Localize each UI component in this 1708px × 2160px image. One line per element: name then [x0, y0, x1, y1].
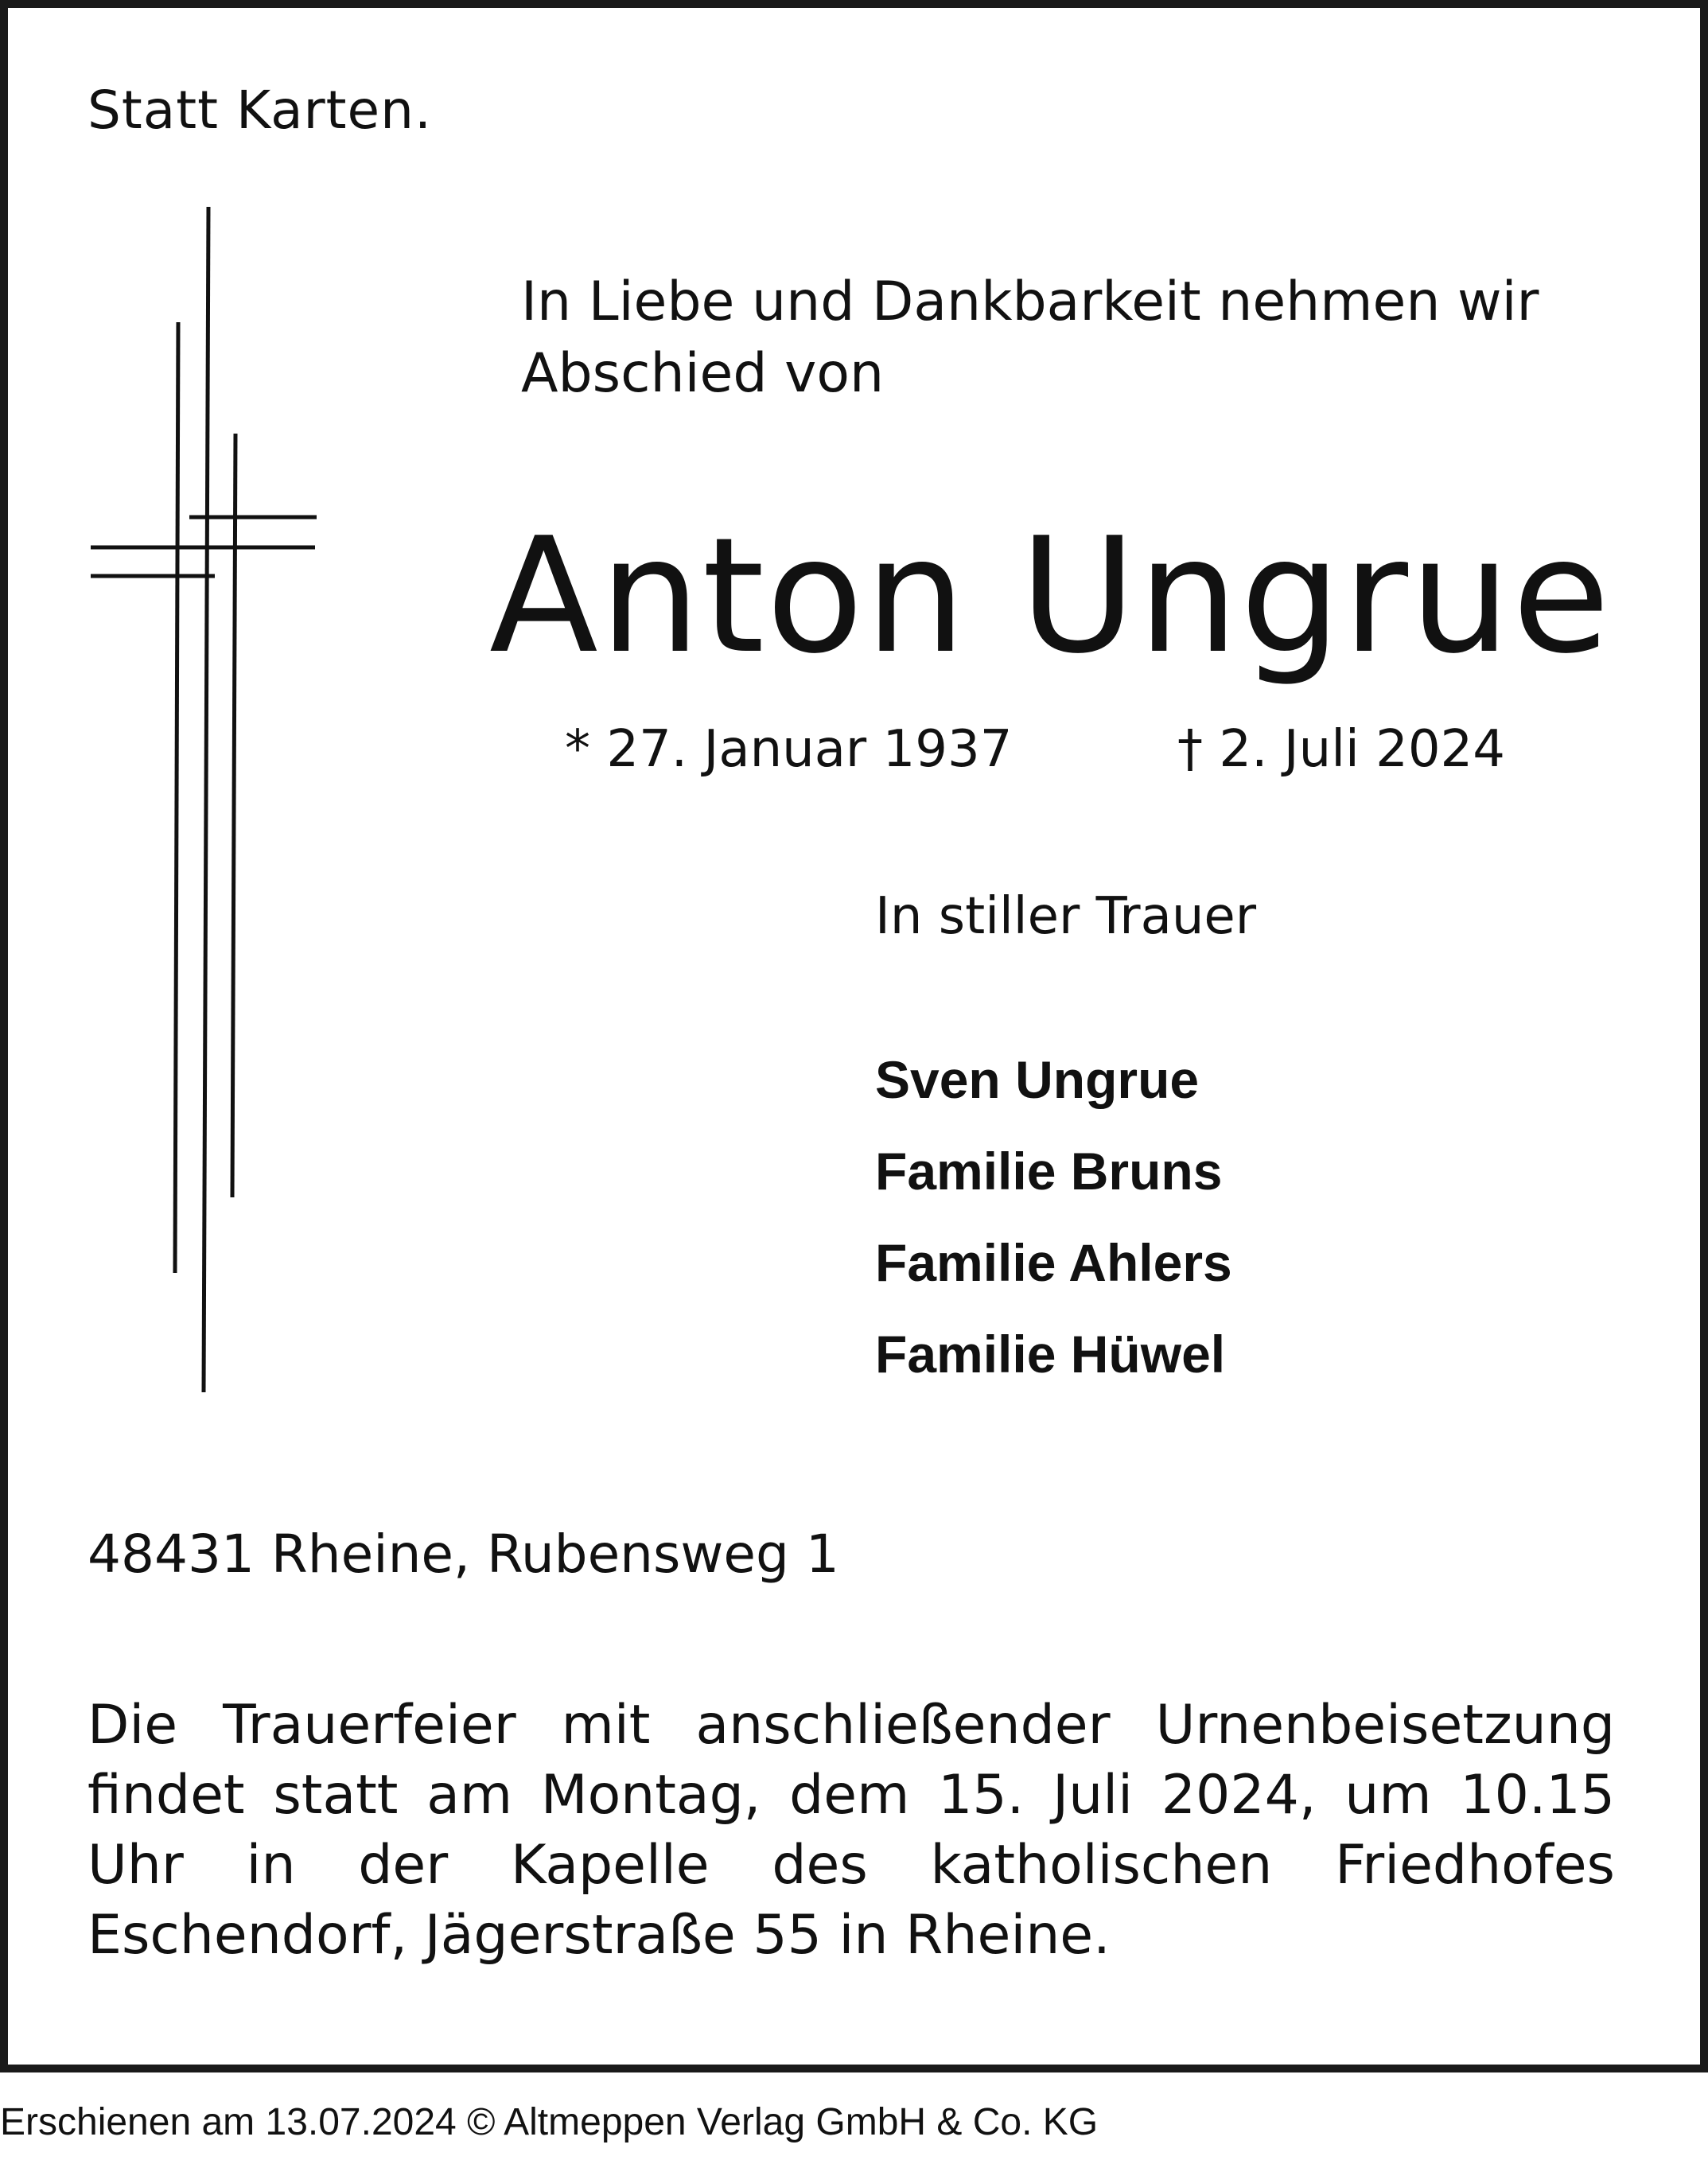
intro-text	[521, 267, 1539, 410]
deceased-name: Anton Ungrue	[489, 504, 1612, 689]
mourner-item: Familie Bruns	[875, 1142, 1223, 1201]
mourner-item: Familie Hüwel	[875, 1325, 1226, 1384]
address-text: 48431 Rheine, Rubensweg 1	[88, 1524, 839, 1585]
mourners-list	[875, 1034, 1232, 1400]
header-text: Statt Karten.	[88, 80, 432, 141]
mourner-item: Familie Ahlers	[875, 1233, 1232, 1292]
birth-date: * 27. Januar 1937	[565, 720, 1013, 779]
intro-line-1: In Liebe und Dankbarkeit nehmen wir	[521, 270, 1539, 333]
publication-footer: Erschienen am 13.07.2024 © Altmeppen Verlag GmbH & Co. KG	[0, 2101, 1099, 2143]
mourning-phrase: In stiller Trauer	[875, 887, 1257, 946]
cross-icon	[80, 199, 334, 1408]
mourner-item: Sven Ungrue	[875, 1050, 1200, 1109]
intro-line-2: Abschied von	[521, 342, 885, 405]
ceremony-text: Die Trauerfeier mit anschließender Urnenbeisetzung findet statt am Montag, dem 15. Juli 2024, um 10.15 Uhr in der Kapelle des katholischen Friedhofes Eschendorf, Jägerstraße 55 in Rheine.	[88, 1694, 1615, 1967]
death-date: † 2. Juli 2024	[1177, 720, 1505, 779]
